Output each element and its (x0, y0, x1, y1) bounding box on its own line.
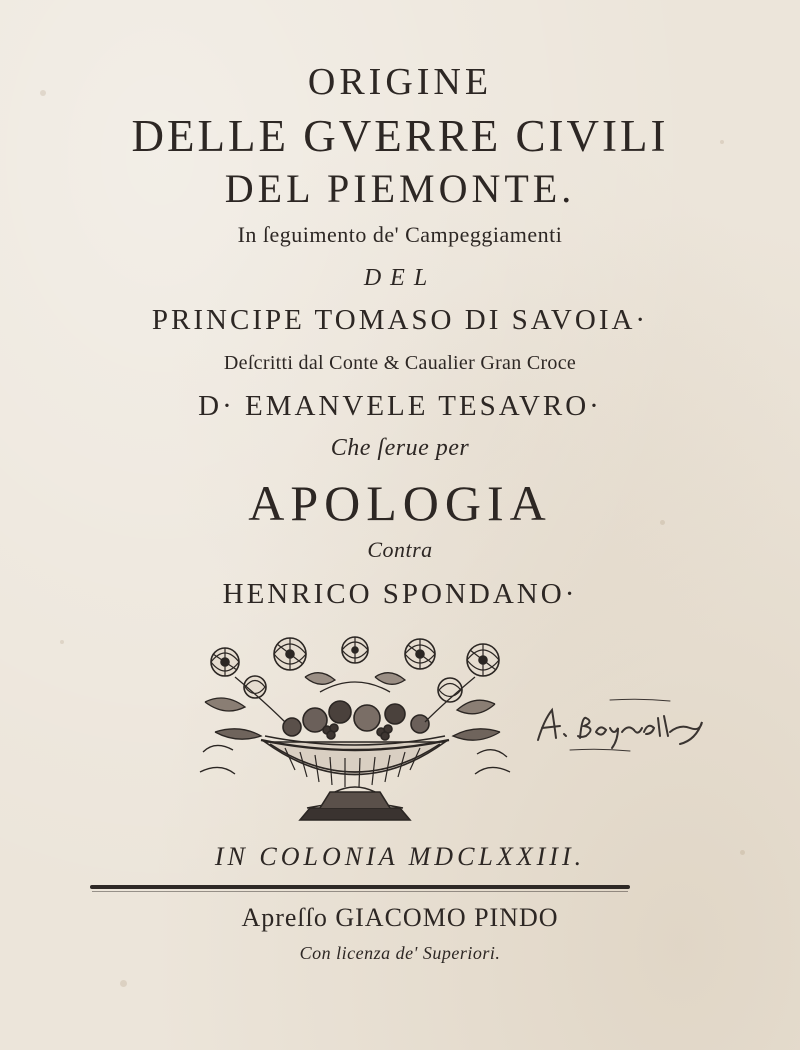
paper-speck (60, 640, 64, 644)
imprint-place-date: IN COLONIA MDCLXXIII. (214, 842, 586, 871)
imprint-rule-thin (92, 891, 628, 892)
handwritten-signature-icon (530, 692, 715, 762)
subject-principe: PRINCIPE TOMASO DI SAVOIA· (151, 304, 649, 336)
author-description: Deſcritti dal Conte & Caualier Gran Croce (223, 352, 577, 374)
license-line: Con licenza de' Superiori. (299, 943, 501, 963)
purpose-line: Che ſerue per (330, 435, 470, 461)
title-line-origine: ORIGINE (307, 61, 493, 103)
flower-basket-vignette-icon (195, 632, 515, 828)
title-line-guerre-civili: DELLE GVERRE CIVILI (131, 111, 669, 161)
contra-line: Contra (367, 537, 433, 562)
paper-speck (120, 980, 127, 987)
subtitle-campeggiamenti: In ſeguimento de' Campeggiamenti (237, 222, 563, 247)
apologia-heading: APOLOGIA (248, 475, 552, 531)
subtitle-del: DEL (363, 265, 437, 291)
opponent-name: HENRICO SPONDANO· (222, 578, 578, 610)
imprint-rule (90, 885, 630, 889)
publisher-line: Apreſſo GIACOMO PINDO (241, 903, 559, 932)
author-name: D· EMANVELE TESAVRO· (198, 390, 602, 422)
title-line-piemonte: DEL PIEMONTE. (224, 166, 576, 211)
